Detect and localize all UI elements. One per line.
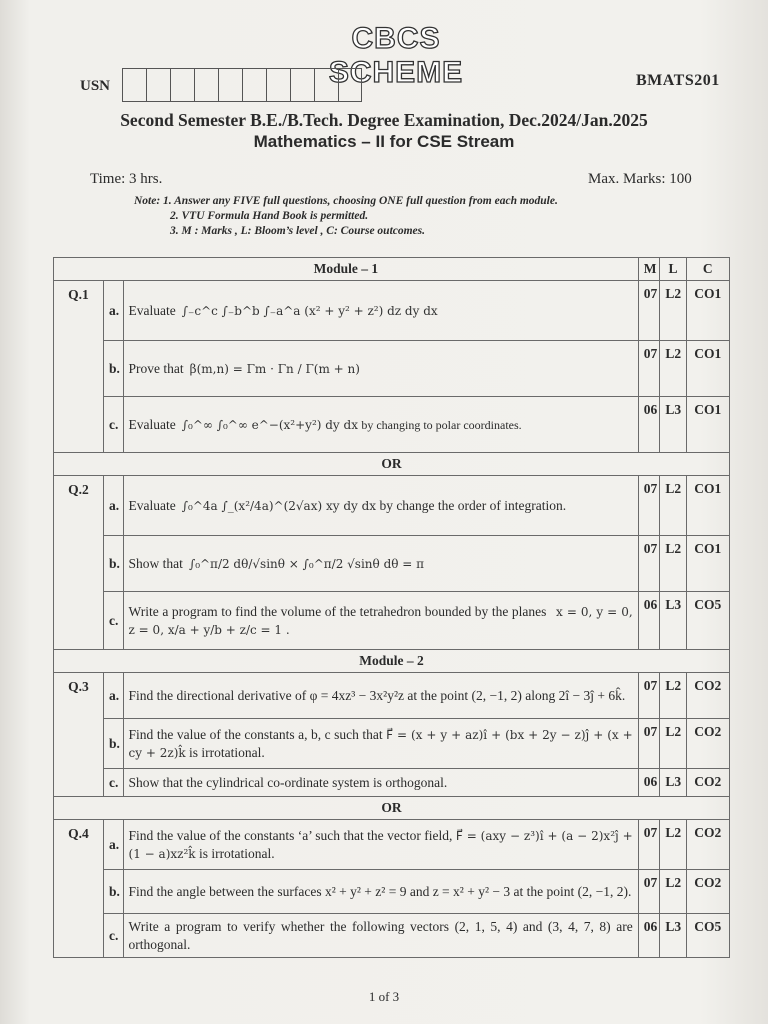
question-row [54, 536, 730, 592]
usn-boxes [122, 68, 362, 102]
part-label: b. [103, 536, 123, 592]
question-number: Q.4 [54, 820, 104, 958]
marks-cell: 06 [638, 397, 660, 453]
question-number: Q.1 [54, 281, 104, 453]
outcome-cell: CO1 [686, 281, 730, 341]
usn-label: USN [80, 78, 111, 94]
question-number: Q.3 [54, 673, 104, 797]
outcome-cell: CO5 [686, 592, 730, 650]
outcome-cell: CO2 [686, 719, 730, 769]
note-line: 3. M : Marks , L: Bloom’s level , C: Course outcomes. [170, 225, 426, 237]
note-line: 2. VTU Formula Hand Book is permitted. [170, 210, 369, 222]
usn-box [194, 68, 218, 102]
outcome-cell: CO5 [686, 914, 730, 958]
usn-box [314, 68, 338, 102]
marks-cell: 07 [638, 341, 660, 397]
level-cell: L2 [660, 536, 686, 592]
or-separator: OR [54, 797, 730, 820]
outcome-cell: CO1 [686, 341, 730, 397]
question-text: Write a program to verify whether the following vectors (2, 1, 5, 4) and (3, 4, 7, 8) are orthogonal. [123, 914, 638, 958]
outcome-cell: CO2 [686, 870, 730, 914]
level-cell: L2 [660, 476, 686, 536]
part-label: c. [103, 914, 123, 958]
level-cell: L3 [660, 397, 686, 453]
subject-title: Mathematics – II for CSE Stream [253, 132, 515, 151]
question-row [54, 820, 730, 870]
or-separator: OR [54, 453, 730, 476]
part-label: b. [103, 870, 123, 914]
marks-cell: 07 [638, 673, 660, 719]
question-text: Evaluate ∫₋c^c ∫₋b^b ∫₋a^a (x² + y² + z²) dz dy dx [123, 281, 638, 341]
part-label: a. [103, 673, 123, 719]
max-marks: Max. Marks: 100 [588, 171, 692, 187]
question-text: Show that the cylindrical co-ordinate system is orthogonal. [123, 769, 638, 797]
usn-box [146, 68, 170, 102]
marks-cell: 07 [638, 476, 660, 536]
marks-cell: 06 [638, 914, 660, 958]
math-expression: ∫₀^π/2 dθ/√sinθ × ∫₀^π/2 √sinθ dθ = π [188, 556, 425, 571]
level-header: L [660, 258, 686, 281]
usn-box [338, 68, 362, 102]
marks-cell: 07 [638, 719, 660, 769]
question-row [54, 769, 730, 797]
usn-box [290, 68, 314, 102]
question-row [54, 397, 730, 453]
question-text: Find the value of the constants a, b, c such that F⃗ = (x + y + az)î + (bx + 2y − z)ĵ + (x + cy + 2z)k̂ is irrotational. [123, 719, 638, 769]
scheme-title: CBCS SCHEME [328, 22, 464, 89]
usn-box [122, 68, 146, 102]
math-expression: ∫₀^4a ∫_(x²/4a)^(2√ax) xy dy dx [181, 498, 377, 513]
page-number: 1 of 3 [368, 989, 400, 1004]
math-expression: F⃗ = (x + y + az)î + (bx + 2y − z)ĵ + (x + cy + 2z)k̂ [128, 727, 633, 760]
question-text: Find the value of the constants ‘a’ such that the vector field, F⃗ = (axy − z³)î + (a − 2)x²ĵ + (1 − a)xz²k̂ is irrotational. [123, 820, 638, 870]
course-code: BMATS201 [636, 72, 720, 89]
level-cell: L3 [660, 769, 686, 797]
outcome-cell: CO1 [686, 397, 730, 453]
part-label: a. [103, 281, 123, 341]
part-label: a. [103, 476, 123, 536]
part-label: b. [103, 341, 123, 397]
part-label: b. [103, 719, 123, 769]
level-cell: L2 [660, 719, 686, 769]
math-expression: ∫₀^∞ ∫₀^∞ e^−(x²+y²) dy dx [181, 417, 358, 432]
level-cell: L2 [660, 870, 686, 914]
question-row [54, 592, 730, 650]
level-cell: L3 [660, 592, 686, 650]
time-allowed: Time: 3 hrs. [90, 171, 163, 187]
marks-cell: 07 [638, 281, 660, 341]
question-text: Find the angle between the surfaces x² + y² + z² = 9 and z = x² + y² − 3 at the point (2, −1, 2). [123, 870, 638, 914]
note-line: Note: 1. Answer any FIVE full questions, choosing ONE full question from each module. [134, 195, 558, 207]
part-label: c. [103, 397, 123, 453]
question-row [54, 281, 730, 341]
level-cell: L2 [660, 820, 686, 870]
marks-cell: 07 [638, 870, 660, 914]
math-expression: β(m,n) = Γm · Γn / Γ(m + n) [189, 361, 360, 376]
part-label: c. [103, 769, 123, 797]
question-number: Q.2 [54, 476, 104, 650]
question-table [53, 257, 730, 958]
part-label: c. [103, 592, 123, 650]
question-text: Find the directional derivative of φ = 4xz³ − 3x²y²z at the point (2, −1, 2) along 2î − 3ĵ + 6k̂. [123, 673, 638, 719]
question-row [54, 914, 730, 958]
exam-title: Second Semester B.E./B.Tech. Degree Examination, Dec.2024/Jan.2025 [120, 110, 648, 130]
usn-box [266, 68, 290, 102]
math-expression: x = 0, y = 0, z = 0, x/a + y/b + z/c = 1 . [128, 604, 633, 637]
level-cell: L2 [660, 341, 686, 397]
usn-box [242, 68, 266, 102]
math-expression: F⃗ = (axy − z³)î + (a − 2)x²ĵ + (1 − a)xz²k̂ [128, 828, 633, 861]
marks-cell: 06 [638, 769, 660, 797]
outcome-cell: CO2 [686, 673, 730, 719]
question-row [54, 476, 730, 536]
module-heading: Module – 1 [54, 258, 639, 281]
marks-header: M [638, 258, 660, 281]
usn-box [218, 68, 242, 102]
question-row [54, 341, 730, 397]
outcome-header: C [686, 258, 730, 281]
math-expression: ∫₋c^c ∫₋b^b ∫₋a^a (x² + y² + z²) dz dy dx [181, 303, 438, 318]
question-row [54, 719, 730, 769]
marks-cell: 06 [638, 592, 660, 650]
outcome-cell: CO1 [686, 476, 730, 536]
part-label: a. [103, 820, 123, 870]
instructions-note [134, 194, 558, 239]
module-heading: Module – 2 [54, 650, 730, 673]
question-text: Prove that β(m,n) = Γm · Γn / Γ(m + n) [123, 341, 638, 397]
question-text: Show that ∫₀^π/2 dθ/√sinθ × ∫₀^π/2 √sinθ dθ = π [123, 536, 638, 592]
question-text: Evaluate ∫₀^∞ ∫₀^∞ e^−(x²+y²) dy dx by changing to polar coordinates. [123, 397, 638, 453]
question-row [54, 673, 730, 719]
outcome-cell: CO2 [686, 820, 730, 870]
question-row [54, 870, 730, 914]
level-cell: L2 [660, 281, 686, 341]
outcome-cell: CO1 [686, 536, 730, 592]
marks-cell: 07 [638, 820, 660, 870]
level-cell: L3 [660, 914, 686, 958]
usn-box [170, 68, 194, 102]
outcome-cell: CO2 [686, 769, 730, 797]
level-cell: L2 [660, 673, 686, 719]
question-text: Write a program to find the volume of the tetrahedron bounded by the planes x = 0, y = 0, z = 0, x/a + y/b + z/c = 1 . [123, 592, 638, 650]
marks-cell: 07 [638, 536, 660, 592]
question-text: Evaluate ∫₀^4a ∫_(x²/4a)^(2√ax) xy dy dx by change the order of integration. [123, 476, 638, 536]
